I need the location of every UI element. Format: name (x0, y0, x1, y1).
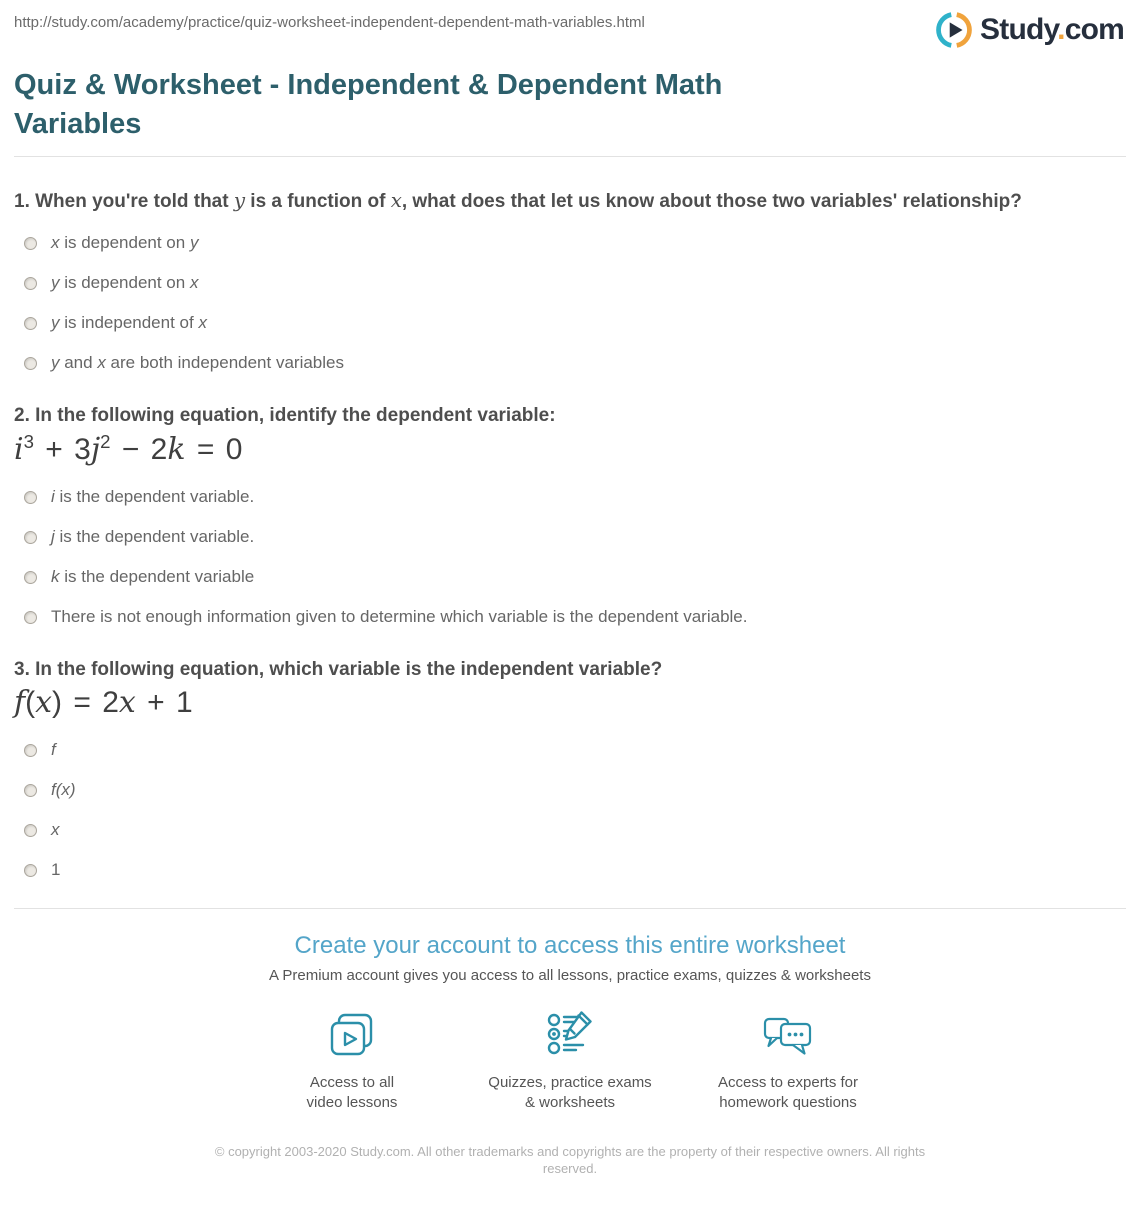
copyright-notice: © copyright 2003-2020 Study.com. All other trademarks and copyrights are the property of their respective owners. All rights reserved. (214, 1144, 926, 1176)
answer-option[interactable]: j is the dependent variable. (14, 527, 1126, 547)
play-circle-icon (935, 11, 973, 49)
answer-option[interactable]: x is dependent on y (14, 233, 1126, 253)
question-3-options (14, 740, 1126, 880)
radio-button[interactable] (24, 744, 37, 757)
answer-option[interactable]: f (14, 740, 1126, 760)
question-2-equation: $i^3 + 3j^2 - 2k = 0$ (14, 431, 243, 467)
signup-divider (14, 908, 1126, 909)
answer-option[interactable]: y is dependent on x (14, 273, 1126, 293)
studycom-logo[interactable] (935, 10, 1124, 50)
title-divider (14, 156, 1126, 157)
quizzes-worksheets-icon (461, 1008, 679, 1064)
answer-option[interactable]: 1 (14, 860, 1126, 880)
radio-button[interactable] (24, 277, 37, 290)
question-1 (14, 189, 1126, 373)
feature-video-lessons (243, 1008, 461, 1113)
question-3 (14, 659, 1126, 880)
question-3-prompt: 3. In the following equation, which variable is the independent variable? (14, 659, 663, 680)
video-lessons-icon (243, 1008, 461, 1064)
logo-wordmark: Study.com (980, 13, 1124, 46)
signup-section (0, 929, 1140, 1113)
radio-button[interactable] (24, 317, 37, 330)
expert-chat-icon (679, 1008, 897, 1064)
answer-option[interactable]: f(x) (14, 780, 1126, 800)
feature-list (0, 1008, 1140, 1113)
answer-option[interactable]: i is the dependent variable. (14, 487, 1126, 507)
question-3-equation: f(x) = 2x + 1 (14, 685, 193, 720)
question-2 (14, 405, 1126, 627)
feature-quizzes-worksheets (461, 1008, 679, 1113)
feature-label: Access to all video lessons (306, 1074, 398, 1111)
page-header (0, 0, 1140, 50)
answer-option[interactable]: k is the dependent variable (14, 567, 1126, 587)
premium-subheading: A Premium account gives you access to all lessons, practice exams, quizzes & worksheets (269, 967, 871, 984)
answer-option[interactable]: y and x are both independent variables (14, 353, 1126, 373)
question-1-options (14, 233, 1126, 373)
radio-button[interactable] (24, 491, 37, 504)
radio-button[interactable] (24, 611, 37, 624)
radio-button[interactable] (24, 824, 37, 837)
radio-button[interactable] (24, 864, 37, 877)
radio-button[interactable] (24, 571, 37, 584)
create-account-link[interactable]: Create your account to access this entire worksheet (294, 932, 846, 959)
feature-label: Quizzes, practice exams & worksheets (488, 1074, 652, 1111)
question-2-prompt: 2. In the following equation, identify the dependent variable: (14, 405, 556, 426)
question-1-prompt: 1. When you're told that y is a function of x, what does that let us know about those two variables' relationship? (14, 189, 1022, 212)
question-2-options (14, 487, 1126, 627)
radio-button[interactable] (24, 237, 37, 250)
answer-option[interactable]: y is independent of x (14, 313, 1126, 333)
radio-button[interactable] (24, 531, 37, 544)
radio-button[interactable] (24, 357, 37, 370)
radio-button[interactable] (24, 784, 37, 797)
logo-dot: . (1057, 13, 1065, 46)
feature-expert-help (679, 1008, 897, 1113)
page-url: http://study.com/academy/practice/quiz-worksheet-independent-dependent-math-variables.html (14, 14, 645, 31)
page-title: Quiz & Worksheet - Independent & Dependent Math Variables (14, 69, 723, 140)
answer-option[interactable]: There is not enough information given to determine which variable is the dependent variable. (14, 607, 1126, 627)
feature-label: Access to experts for homework questions (717, 1074, 859, 1111)
answer-option[interactable]: x (14, 820, 1126, 840)
